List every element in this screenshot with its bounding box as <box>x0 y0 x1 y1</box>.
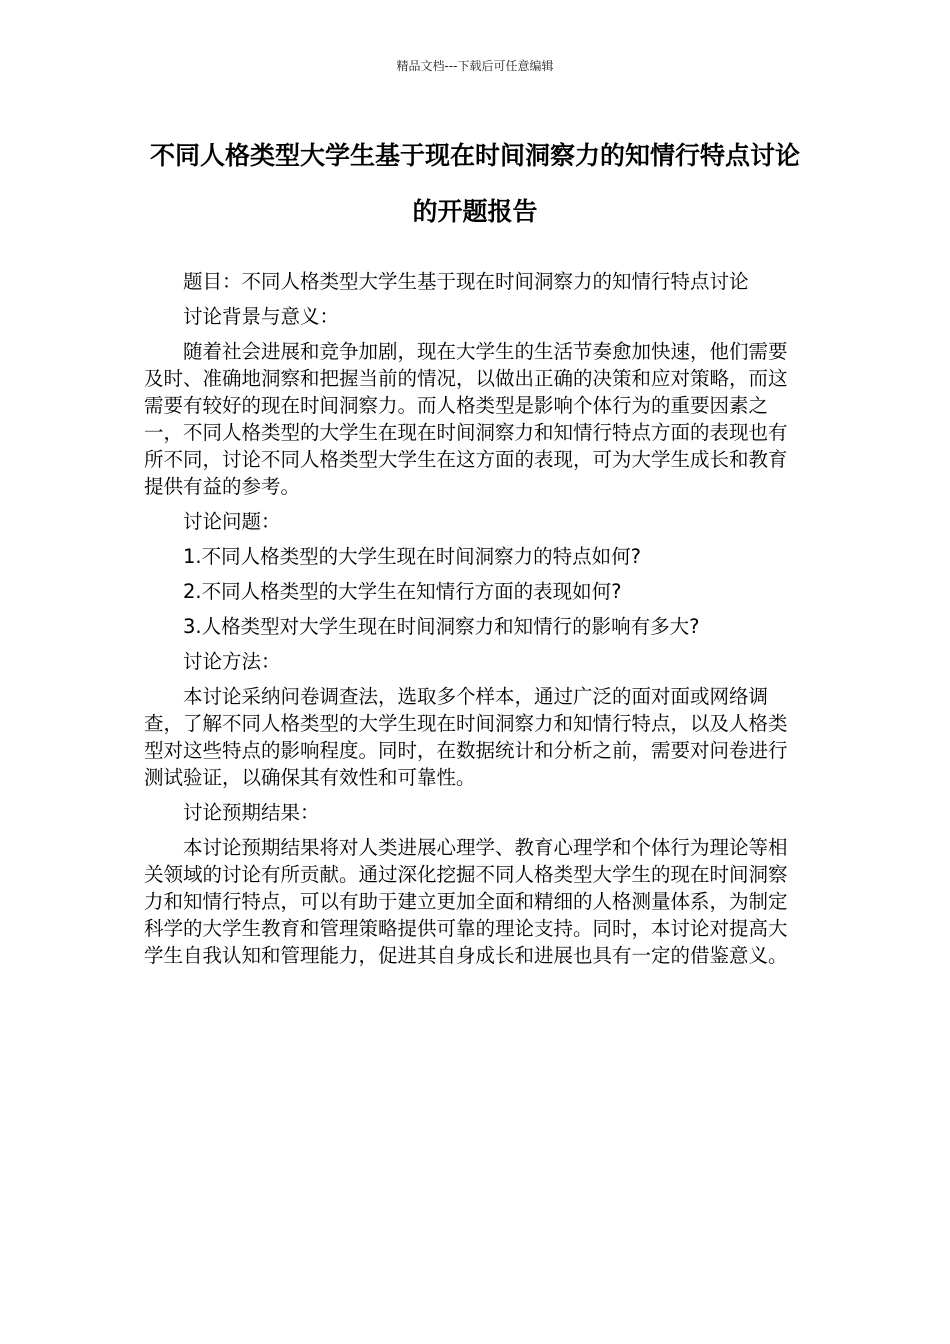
question-item-1: 1.不同人格类型的大学生现在时间洞察力的特点如何? <box>183 545 641 568</box>
method-heading: 讨论方法： <box>183 650 281 673</box>
document-body <box>144 268 794 977</box>
results-heading: 讨论预期结果： <box>183 801 320 824</box>
questions-heading: 讨论问题： <box>183 510 281 533</box>
method-paragraph: 本讨论采纳问卷调查法，选取多个样本，通过广泛的面对面或网络调查，了解不同人格类型的大学生现在时间洞察力和知情行特点，以及人格类型对这些特点的影响程度。同时，在数据统计和分析之前，需要对问卷进行测试验证，以确保其有效性和可靠性。 <box>144 685 788 789</box>
question-item-3: 3.人格类型对大学生现在时间洞察力和知情行的影响有多大? <box>183 615 700 638</box>
background-heading: 讨论背景与意义： <box>183 305 340 328</box>
results-paragraph: 本讨论预期结果将对人类进展心理学、教育心理学和个体行为理论等相关领域的讨论有所贡献。通过深化挖掘不同人格类型大学生的现在时间洞察力和知情行特点，可以有助于建立更加全面和精细的人格测量体系，为制定科学的大学生教育和管理策略提供可靠的理论支持。同时，本讨论对提高大学生自我认知和管理能力，促进其自身成长和进展也具有一定的借鉴意义。 <box>144 836 788 967</box>
page-header-note: 精品文档---下载后可任意编辑 <box>396 59 554 73</box>
document-title: 不同人格类型大学生基于现在时间洞察力的知情行特点讨论的开题报告 <box>149 141 800 226</box>
question-item-2: 2.不同人格类型的大学生在知情行方面的表现如何? <box>183 580 622 603</box>
background-paragraph: 随着社会进展和竞争加剧，现在大学生的生活节奏愈加快速，他们需要及时、准确地洞察和把握当前的情况，以做出正确的决策和应对策略，而这需要有较好的现在时间洞察力。而人格类型是影响个体行为的重要因素之一，不同人格类型的大学生在现在时间洞察力和知情行特点方面的表现也有所不同，讨论不同人格类型大学生在这方面的表现，可为大学生成长和教育提供有益的参考。 <box>144 340 788 498</box>
topic-line: 题目：不同人格类型大学生基于现在时间洞察力的知情行特点讨论 <box>183 270 749 293</box>
